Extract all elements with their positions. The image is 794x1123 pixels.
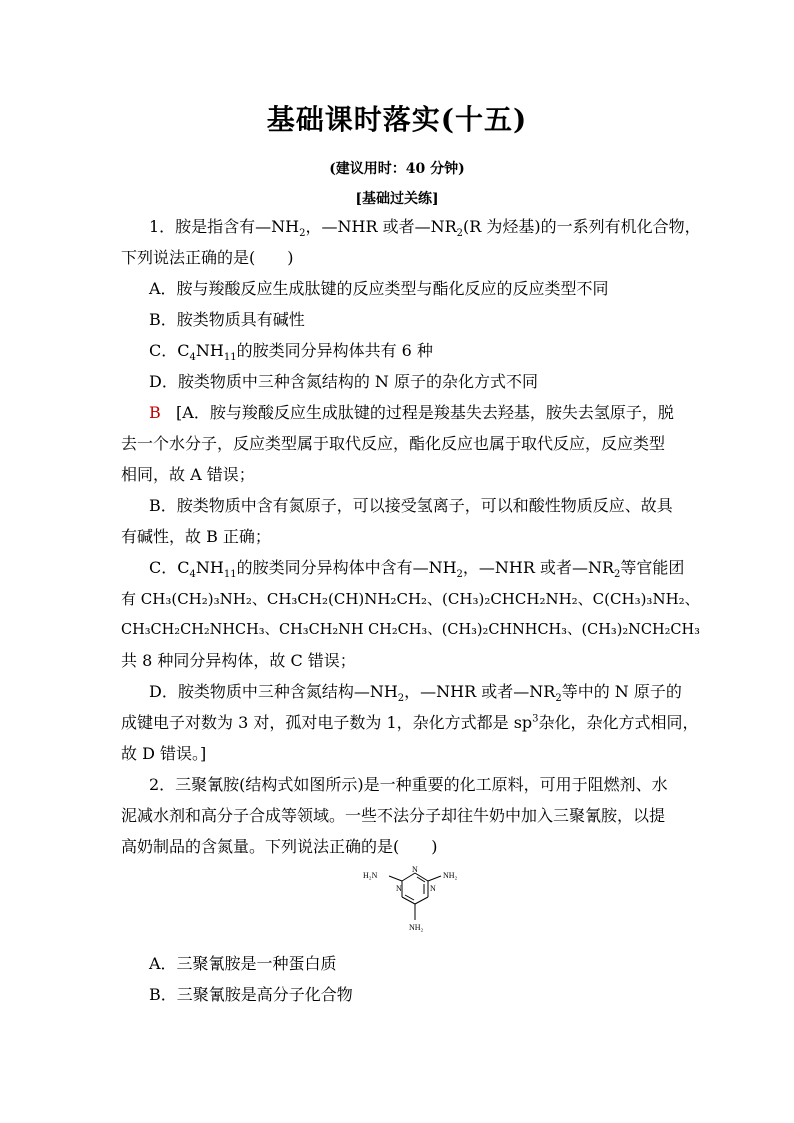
q1-option-b: B．胺类物质具有碱性 (149, 310, 305, 329)
q1-explanation-c-line1: C．$C_4NH_{11}$的胺类同分异构体中含有$—NH_2$，—NHR 或者$—NR_2$等官能团 (149, 558, 685, 581)
q2-stem-line3: 高奶制品的含氮量。下列说法正确的是( ) (121, 837, 438, 856)
q1-explanation-c-line2: 有 CH₃(CH₂)₃NH₂、CH₃CH₂(CH)NH₂CH₂、(CH₃)₂CHCH₂NH₂、C(CH₃)₃NH₂、 (121, 590, 700, 608)
q1-explanation-line2: 去一个水分子，反应类型属于取代反应，酯化反应也属于取代反应，反应类型 (121, 434, 666, 453)
q1-explanation-c-line4: 共 8 种同分异构体，故 C 错误； (121, 651, 356, 670)
q2-option-a: A．三聚氰胺是一种蛋白质 (149, 954, 337, 973)
q1-explanation-d-line2: 成键电子对数为 3 对，孤对电子数为 1，杂化方式都是 $sp^3$杂化，杂化方式相同， (121, 713, 699, 732)
ring-n-left-label: N (396, 884, 402, 893)
section-heading: [基础过关练] (355, 191, 439, 207)
amino-bottom-label: NH₂ (409, 923, 424, 932)
q1-option-c: C．$C_4NH_{11}$的胺类同分异构体共有 6 种 (149, 341, 433, 364)
amino-left-label: H₂N (363, 871, 378, 880)
answer-letter: B (149, 403, 161, 422)
q1-explanation-line3: 相同，故 A 错误； (121, 465, 255, 484)
q1-explanation-d-line1: D．胺类物质中三种含氮结构$—NH_2$，—NHR 或者$—NR_2$等中的 N 原子的 (149, 682, 682, 705)
q1-explanation-b-line2: 有碱性，故 B 正确； (121, 527, 271, 546)
q2-stem-line1: 2．三聚氰胺(结构式如图所示)是一种重要的化工原料，可用于阻燃剂、水 (149, 775, 668, 794)
q2-stem-line2: 泥减水剂和高分子合成等领域。一些不法分子却往牛奶中加入三聚氰胺，以提 (121, 806, 666, 825)
melamine-structure-image (357, 866, 473, 942)
q1-stem-line1: 1．胺是指含有$—NH_2$，—NHR 或者$—NR_2(R$ 为烃基)的一系列有机化合物， (149, 217, 701, 240)
amino-right-label: NH₂ (443, 871, 458, 880)
ring-n-top-label: N (412, 866, 418, 874)
ring-n-right-label: N (430, 884, 436, 893)
q1-explanation-line1: B [A．胺与羧酸反应生成肽键的过程是羧基失去羟基，胺失去氢原子，脱 (149, 403, 674, 422)
q1-explanation-b-line1: B．胺类物质中含有氮原子，可以接受氢离子，可以和酸性物质反应、故具 (149, 496, 673, 515)
q1-stem-line2: 下列说法正确的是( ) (121, 248, 294, 267)
q1-option-d: D．胺类物质中三种含氮结构的 N 原子的杂化方式不同 (149, 372, 539, 391)
q2-option-b: B．三聚氰胺是高分子化合物 (149, 985, 353, 1004)
q1-explanation-d-line3: 故 D 错误。] (121, 744, 207, 763)
page-title: 基础课时落实(十五) (266, 103, 528, 136)
time-hint: (建议用时：40 分钟) (329, 161, 465, 177)
triazine-ring (389, 873, 441, 920)
q1-explanation-c-line3: CH₃CH₂CH₂NHCH₃、CH₃CH₂NH CH₂CH₃、(CH₃)₂CHNHCH₃、(CH₃)₂NCH₂CH₃ (121, 622, 700, 638)
q1-option-a: A．胺与羧酸反应生成肽键的反应类型与酯化反应的反应类型不同 (149, 279, 609, 298)
